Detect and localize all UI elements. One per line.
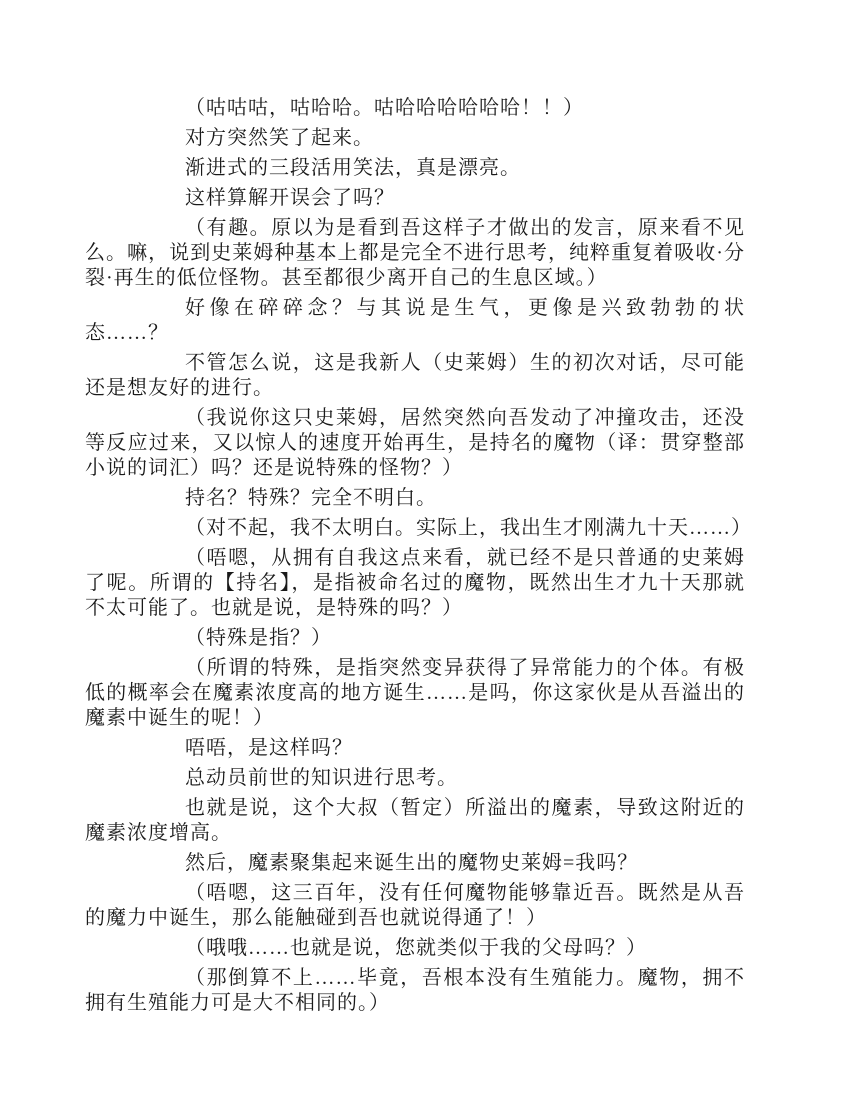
paragraph: 好像在碎碎念？与其说是生气，更像是兴致勃勃的状态……？ xyxy=(85,297,745,344)
paragraph: （我说你这只史莱姆，居然突然向吾发动了冲撞攻击，还没等反应过来，又以惊人的速度开始再生，是持名的魔物（译：贯穿整部小说的词汇）吗？还是说特殊的怪物？） xyxy=(85,407,745,479)
paragraph: 这样算解开误会了吗？ xyxy=(185,187,395,209)
paragraph: 对方突然笑了起来。 xyxy=(185,127,374,149)
paragraph: （对不起，我不太明白。实际上，我出生才刚满九十天……） xyxy=(185,517,752,539)
paragraph: （有趣。原以为是看到吾这样子才做出的发言，原来看不见么。嘛，说到史莱姆种基本上都是完全不进行思考，纯粹重复着吸收·分裂·再生的低位怪物。甚至都很少离开自己的生息区域。） xyxy=(85,217,745,289)
paragraph: 渐进式的三段活用笑法，真是漂亮。 xyxy=(185,157,521,179)
paragraph: （唔嗯，这三百年，没有任何魔物能够靠近吾。既然是从吾的魔力中诞生，那么能触碰到吾也就说得通了！） xyxy=(85,882,745,929)
paragraph: （那倒算不上……毕竟，吾根本没有生殖能力。魔物，拥不拥有生殖能力可是大不相同的。） xyxy=(85,967,745,1014)
paragraph: 总动员前世的知识进行思考。 xyxy=(185,767,458,789)
paragraph: （所谓的特殊，是指突然变异获得了异常能力的个体。有极低的概率会在魔素浓度高的地方诞生……是吗，你这家伙是从吾溢出的魔素中诞生的呢！） xyxy=(85,657,745,729)
paragraph: （哦哦……也就是说，您就类似于我的父母吗？） xyxy=(185,937,647,959)
paragraph: 唔唔，是这样吗？ xyxy=(185,737,353,759)
paragraph: 也就是说，这个大叔（暂定）所溢出的魔素，导致这附近的魔素浓度增高。 xyxy=(85,797,745,844)
paragraph: （咕咕咕，咕哈哈。咕哈哈哈哈哈哈！！） xyxy=(185,97,584,119)
paragraph: （特殊是指？） xyxy=(185,627,332,649)
paragraph: 然后，魔素聚集起来诞生出的魔物史莱姆=我吗？ xyxy=(185,852,639,874)
paragraph: 持名？特殊？完全不明白。 xyxy=(185,487,437,509)
paragraph: 不管怎么说，这是我新人（史莱姆）生的初次对话，尽可能还是想友好的进行。 xyxy=(85,352,745,399)
paragraph: （唔嗯，从拥有自我这点来看，就已经不是只普通的史莱姆了呢。所谓的【持名】，是指被命名过的魔物，既然出生才九十天那就不太可能了。也就是说，是特殊的吗？） xyxy=(85,547,745,619)
